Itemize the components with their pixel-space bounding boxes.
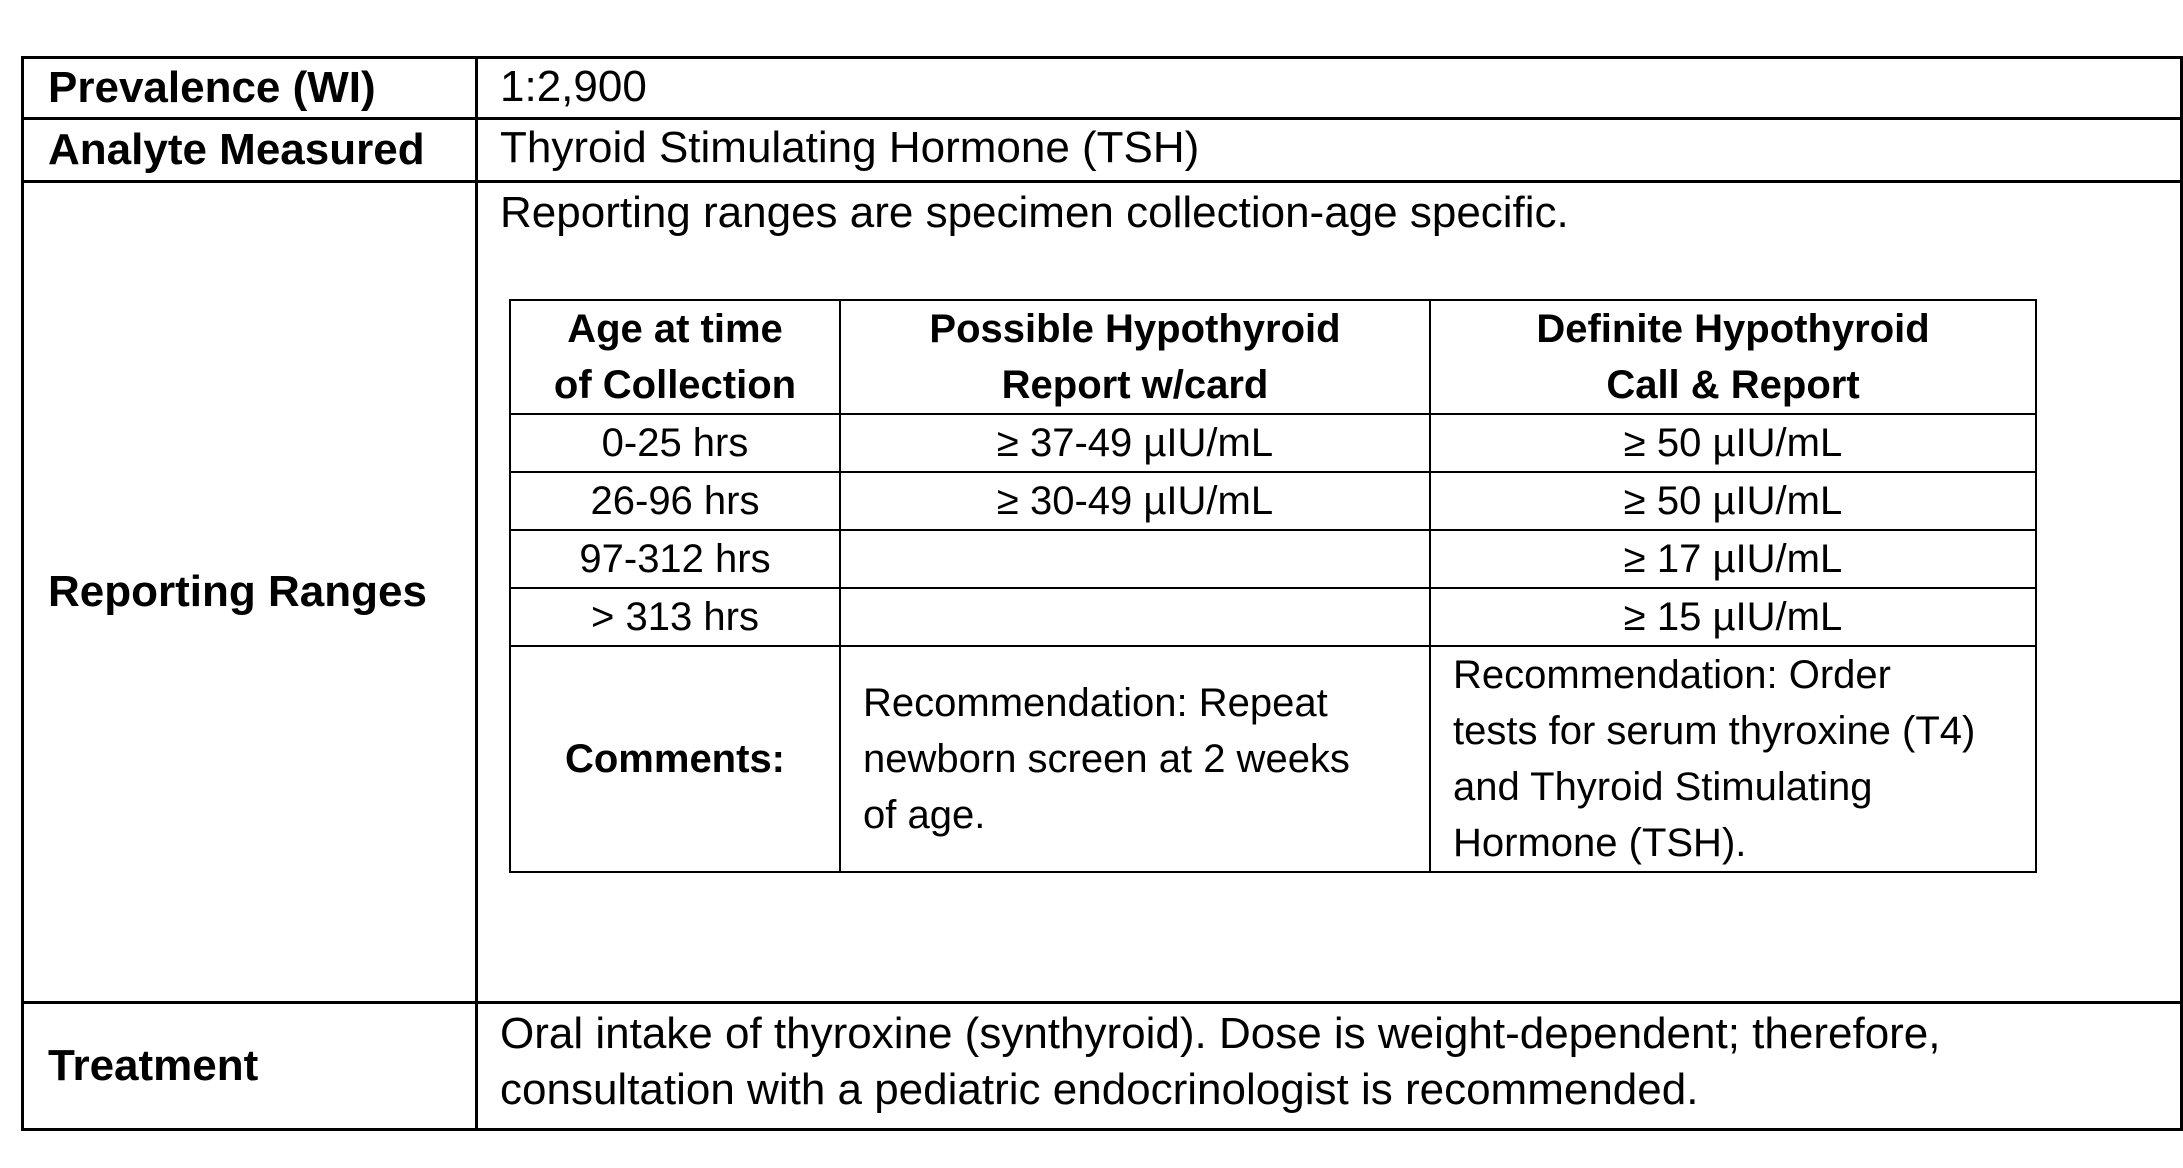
possible-comment-line: newborn screen at 2 weeks <box>863 737 1350 781</box>
possible-cell: ≥ 30-49 µIU/mL <box>840 472 1430 530</box>
prevalence-row <box>23 58 2182 119</box>
ranges-row <box>510 414 2036 472</box>
header-age-line-2: of Collection <box>553 363 797 407</box>
definite-comment-line: tests for serum thyroxine (T4) <box>1453 709 1976 753</box>
treatment-value <box>477 1003 2182 1130</box>
reporting-ranges-content <box>477 182 2182 1003</box>
header-age-line-1: Age at time <box>567 307 783 351</box>
newborn-screening-table <box>21 56 2183 1131</box>
ranges-header-row <box>510 300 2036 414</box>
treatment-line: Oral intake of thyroxine (synthyroid). Dose is weight-dependent; therefore, <box>500 1009 1941 1058</box>
possible-cell <box>840 588 1430 646</box>
header-age <box>510 300 840 414</box>
possible-comment-line: of age. <box>863 793 986 837</box>
header-definite-line-2: Call & Report <box>1606 363 1860 407</box>
ranges-row <box>510 472 2036 530</box>
comments-row <box>510 646 2036 872</box>
analyte-label: Analyte Measured <box>23 119 477 182</box>
reporting-ranges-intro: Reporting ranges are specimen collection-age specific. <box>500 188 1569 237</box>
reporting-ranges-row <box>23 182 2182 1003</box>
comments-label: Comments: <box>510 646 840 872</box>
ranges-row <box>510 530 2036 588</box>
analyte-row <box>23 119 2182 182</box>
treatment-row <box>23 1003 2182 1130</box>
header-possible <box>840 300 1430 414</box>
treatment-line: consultation with a pediatric endocrinologist is recommended. <box>500 1065 1699 1114</box>
reporting-ranges-table <box>509 299 2037 873</box>
definite-comment-line: and Thyroid Stimulating <box>1453 765 1873 809</box>
prevalence-value: 1:2,900 <box>477 58 2182 119</box>
definite-cell: ≥ 50 µIU/mL <box>1430 414 2036 472</box>
possible-comment-line: Recommendation: Repeat <box>863 681 1328 725</box>
age-cell: 97-312 hrs <box>510 530 840 588</box>
treatment-label: Treatment <box>23 1003 477 1130</box>
definite-comment-line: Hormone (TSH). <box>1453 821 1747 865</box>
reporting-ranges-label: Reporting Ranges <box>23 182 477 1003</box>
header-definite-line-1: Definite Hypothyroid <box>1536 307 1930 351</box>
definite-cell: ≥ 17 µIU/mL <box>1430 530 2036 588</box>
age-cell: 0-25 hrs <box>510 414 840 472</box>
age-cell: 26-96 hrs <box>510 472 840 530</box>
age-cell: > 313 hrs <box>510 588 840 646</box>
definite-cell: ≥ 15 µIU/mL <box>1430 588 2036 646</box>
definite-comment-line: Recommendation: Order <box>1453 653 1891 697</box>
possible-comment <box>840 646 1430 872</box>
possible-cell: ≥ 37-49 µIU/mL <box>840 414 1430 472</box>
definite-cell: ≥ 50 µIU/mL <box>1430 472 2036 530</box>
definite-comment <box>1430 646 2036 872</box>
ranges-row <box>510 588 2036 646</box>
possible-cell <box>840 530 1430 588</box>
header-possible-line-1: Possible Hypothyroid <box>929 307 1341 351</box>
header-possible-line-2: Report w/card <box>1001 363 1269 407</box>
header-definite <box>1430 300 2036 414</box>
prevalence-label: Prevalence (WI) <box>23 58 477 119</box>
analyte-value: Thyroid Stimulating Hormone (TSH) <box>477 119 2182 182</box>
